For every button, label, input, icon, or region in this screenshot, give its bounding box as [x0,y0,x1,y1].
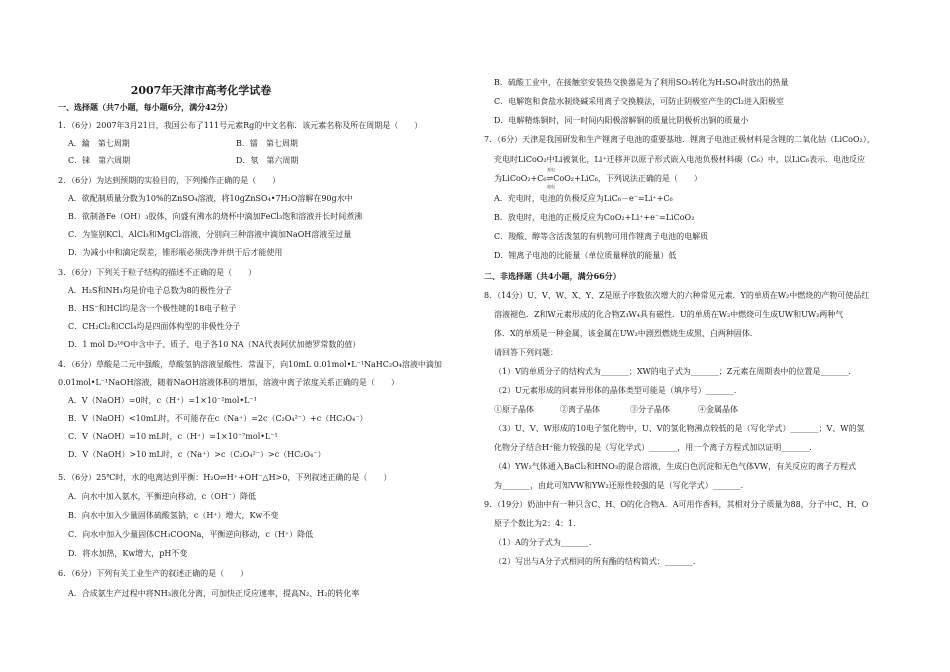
q7-option-b[interactable]: B．放电时，电池的正极反应为CoO₂+Li⁺+e⁻=LiCoO₂ [494,213,695,222]
q7-stem-line-2: 充电时LiCoO₂中Li被氧化，Li⁺迁移并以原子形式嵌入电池负极材料碳（C₆）中，以LiC₆表示．电池反应 [494,155,866,164]
q8-choices-row [494,405,794,415]
q8-choice-3[interactable]: ③分子晶体 [630,405,670,414]
q6-option-a[interactable]: A．合成氨生产过程中将NH₃液化分离，可加快正反应速率，提高N₂、H₂的转化率 [68,589,360,598]
page-title: 2007年天津市高考化学试卷 [130,84,272,97]
q8-choice-4[interactable]: ④金属晶体 [698,405,738,414]
q1-option-b[interactable]: B．镭 第七周期 [236,139,298,148]
q7-stem-line-1: 7．（6分）天津是我国研发和生产锂离子电池的重要基地．锂离子电池正极材料是含锂的二氧化钴（LiCoO₂）， [484,135,875,144]
q9-part-1: （1）A的分子式为_______． [494,538,597,547]
q3-option-d[interactable]: D．1 mol D₂¹⁶O中含中子、质子、电子各10 NA（NA代表阿伏加德罗常数的值） [68,340,361,349]
q6-option-d[interactable]: D．电解精炼铜时，同一时间内阳极溶解铜的质量比阴极析出铜的质量小 [494,116,749,125]
q2-option-c[interactable]: C．为鉴别KCl、AlCl₃和MgCl₂溶液，分别向三种溶液中滴加NaOH溶液至过量 [68,230,352,239]
q3-option-c[interactable]: C．CH₂Cl₂和CCl₄均是四面体构型的非极性分子 [68,322,241,331]
q4-option-d[interactable]: D．V（NaOH）>10 mL时，c（Na⁺）>c（C₂O₄²⁻）>c（HC₂O₄⁻） [68,450,326,459]
q1-option-c[interactable]: C．铼 第六周期 [68,156,131,165]
q8-part-3-line-1: （3）U、V、W形成的10电子氢化物中，U、V的氢化物沸点较低的是（写化学式）_______；V、W的氢 [494,424,865,433]
q7-arrow-label-charge: 充电 [547,167,555,172]
q8-part-4-line-1: （4）YW₂气体通入BaCl₂和HNO₃的混合溶液，生成白色沉淀和无色气体VW，有关反应的离子方程式 [494,462,857,471]
q2-option-a[interactable]: A．欲配制质量分数为10%的ZnSO₄溶液，将10gZnSO₄•7H₂O溶解在90g水中 [68,194,353,203]
q8-prompt: 请回答下列问题： [494,348,558,357]
q3-option-b[interactable]: B．HS⁻和HCl均是含一个极性键的18电子粒子 [68,304,237,313]
section-2-header: 二、非选择题（共4小题，满分66分） [484,271,621,281]
q1-option-a[interactable]: A．錀 第七周期 [68,139,130,148]
q1-stem: 1．（6分）2007年3月21日，我国公布了111号元素Rg的中文名称．该元素名称及所在周期是（ ） [58,121,423,130]
q9-part-2: （2）写出与A分子式相同的所有酯的结构简式：_______． [494,557,701,566]
q2-option-d[interactable]: D．为减小中和滴定误差，锥形瓶必须洗净并烘干后才能使用 [68,248,283,257]
q5-option-d[interactable]: D．将水加热，Kw增大，pH不变 [68,549,188,558]
q8-part-1: （1）V的单质分子的结构式为_______；XW的电子式为_______；Z元素在周期表中的位置是_______． [494,367,857,376]
q3-option-a[interactable]: A．H₂S和NH₃均是价电子总数为8的极性分子 [68,286,232,295]
q6-stem: 6．（6分）下列有关工业生产的叙述正确的是（ ） [58,569,249,578]
q8-part-2: （2）U元素形成的同素异形体的晶体类型可能是（填序号）_______． [494,386,742,395]
q7-option-d[interactable]: D．锂离子电池的比能量（单位质量释放的能量）低 [494,251,677,260]
q6-option-c[interactable]: C．电解饱和食盐水制烧碱采用离子交换膜法，可防止阴极室产生的Cl₂进入阳极室 [494,97,785,106]
q8-choice-2[interactable]: ②离子晶体 [560,405,600,414]
q4-option-c[interactable]: C．V（NaOH）=10 mL时，c（H⁺）=1×10⁻⁷mol•L⁻¹ [68,432,278,441]
q8-stem-line-1: 8．（14分）U、V、W、X、Y、Z是原子序数依次增大的六种常见元素．Y的单质在W₂中燃烧的产物可使品红 [484,291,870,300]
q5-option-a[interactable]: A．向水中加入氨水，平衡逆向移动，c（OH⁻）降低 [68,492,257,501]
q7-stem-line-3: 为LiCoO₂+C₆⇌CoO₂+LiC₆，下列说法正确的是（ ） [494,174,702,183]
q4-stem-line-1: 4．（6分）草酸是二元中强酸，草酸氢钠溶液显酸性．常温下，向10mL 0.01mol•L⁻¹NaHC₂O₄溶液中滴加 [58,360,442,369]
q7-arrow-label-discharge: 放电 [547,184,555,189]
q3-stem: 3．（6分）下列关于粒子结构的描述不正确的是（ ） [58,268,257,277]
q7-option-c[interactable]: C．羧酸、醇等含活泼氢的有机物可用作锂离子电池的电解质 [494,232,709,241]
q2-option-b[interactable]: B．欲制备Fe（OH）₃胶体，向盛有沸水的烧杯中滴加FeCl₃饱和溶液并长时间煮沸 [68,212,363,221]
q4-stem-line-2: 0.01mol•L⁻¹NaOH溶液，随着NaOH溶液体积的增加，溶液中离子浓度关系正确的是（ ） [58,378,399,387]
section-1-header: 一、选择题（共7小题，每小题6分，满分42分） [58,102,233,112]
q5-stem: 5．（6分）25℃时，水的电离达到平衡：H₂O⇌H⁺+OH⁻△H>0，下列叙述正确的是（ ） [58,473,392,482]
q8-stem-line-2: 溶液褪色．Z和W元素形成的化合物Z₃W₄具有磁性．U的单质在W₂中燃烧可生成UW和UW₂两种气 [494,310,844,319]
q5-option-c[interactable]: C．向水中加入少量固体CH₃COONa，平衡逆向移动，c（H⁺）降低 [68,530,314,539]
q1-options-row-2 [58,156,460,166]
q8-choice-1[interactable]: ①原子晶体 [494,405,534,414]
q9-stem-line-2: 原子个数比为2：4：1． [494,519,582,528]
q5-option-b[interactable]: B．向水中加入少量固体硫酸氢钠，c（H⁺）增大，Kw不变 [68,511,279,520]
q1-option-d[interactable]: D．氡 第六周期 [236,156,299,165]
q6-option-b[interactable]: B．硫酸工业中，在接触室安装热交换器是为了利用SO₃转化为H₂SO₄时放出的热量 [494,78,789,87]
q9-stem-line-1: 9．（19分）奶油中有一种只含C、H、O的化合物A．A可用作香料，其相对分子质量为88，分子中C、H、O [484,500,869,509]
q7-option-a[interactable]: A．充电时，电池的负极反应为LiC₆－e⁻=Li⁺+C₆ [494,194,673,203]
q8-stem-line-3: 体．X的单质是一种金属，该金属在UW₂中剧烈燃烧生成黑、白两种固体． [494,329,758,338]
q8-part-4-line-2: 为_______，由此可知VW和YW₂还原性较强的是（写化学式）_______． [494,481,749,490]
q2-stem: 2．（6分）为达到预期的实验目的，下列操作正确的是（ ） [58,176,281,185]
q4-option-b[interactable]: B．V（NaOH）<10mL时，不可能存在c（Na⁺）=2c（C₂O₄²⁻）+c（HC₂O₄⁻） [68,414,368,423]
q8-part-3-line-2: 化物分子结合H⁺能力较强的是（写化学式）_______，用一个离子方程式加以证明_______． [494,443,818,452]
q1-options-row-1 [58,139,460,149]
q4-option-a[interactable]: A．V（NaOH）=0时，c（H⁺）=1×10⁻²mol•L⁻¹ [68,396,257,405]
